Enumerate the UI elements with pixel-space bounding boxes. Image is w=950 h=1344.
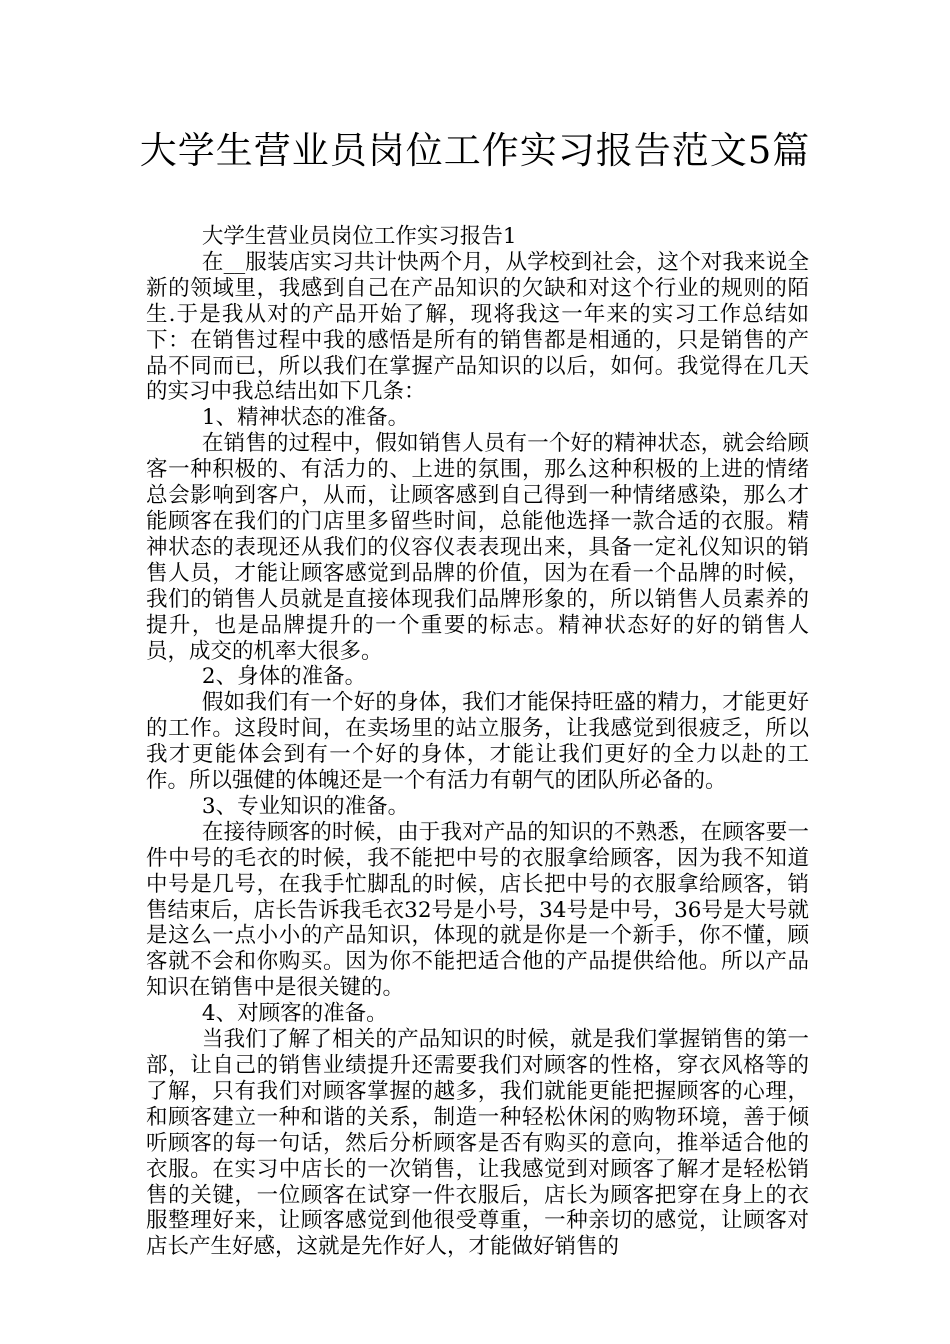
section-heading-3: 3、专业知识的准备。 bbox=[201, 793, 410, 819]
intro-paragraph: 在__服装店实习共计快两个月，从学校到社会，这个对我来说全新的领域里，我感到自己在产品知识的欠缺和对这个行业的规则的陌生.于是我从对的产品开始了解，现将我这一年来的实习工作总结如下：在销售过程中我的感悟是所有的销售都是相通的，只是销售的产品不同而已，所以我们在掌握产品知识的以后，如何。我觉得在几天的实习中我总结出如下几条： bbox=[146, 249, 809, 405]
section-body-1: 在销售的过程中，假如销售人员有一个好的精神状态，就会给顾客一种积极的、有活力的、上进的氛围，那么这种积极的上进的情绪总会影响到客户，从而，让顾客感到自己得到一种情绪感染，那么才能顾客在我们的门店里多留些时间，总能他选择一款合适的衣服。精神状态的表现还从我们的仪容仪表表现出来，具备一定礼仪知识的销售人员，才能让顾客感觉到品牌的价值，因为在看一个品牌的时候，我们的销售人员就是直接体现我们品牌形象的，所以销售人员素养的提升，也是品牌提升的一个重要的标志。精神状态好的好的销售人员，成交的机率大很多。 bbox=[146, 431, 809, 664]
section-body-4: 当我们了解了相关的产品知识的时候，就是我们掌握销售的第一部，让自己的销售业绩提升还需要我们对顾客的性格，穿衣风格等的了解，只有我们对顾客掌握的越多，我们就能更能把握顾客的心理，和顾客建立一种和谐的关系，制造一种轻松休闲的购物环境，善于倾听顾客的每一句话，然后分析顾客是否有购买的意向，推举适合他的衣服。在实习中店长的一次销售，让我感觉到对顾客了解才是轻松销售的关键，一位顾客在试穿一件衣服后，店长为顾客把穿在身上的衣服整理好来，让顾客感觉到他很受尊重，一种亲切的感觉，让顾客对店长产生好感，这就是先作好人，才能做好销售的 bbox=[146, 1027, 809, 1260]
document-body bbox=[146, 224, 809, 1260]
document-title: 大学生营业员岗位工作实习报告范文5篇 bbox=[139, 129, 811, 172]
section-heading-2: 2、身体的准备。 bbox=[201, 664, 367, 690]
report-heading: 大学生营业员岗位工作实习报告1 bbox=[201, 224, 517, 249]
section-body-2: 假如我们有一个好的身体，我们才能保持旺盛的精力，才能更好的工作。这段时间，在卖场里的站立服务，让我感觉到很疲乏，所以我才更能体会到有一个好的身体，才能让我们更好的全力以赴的工作。所以强健的体魄还是一个有活力有朝气的团队所必备的。 bbox=[146, 690, 809, 794]
section-body-3: 在接待顾客的时候，由于我对产品的知识的不熟悉，在顾客要一件中号的毛衣的时候，我不能把中号的衣服拿给顾客，因为我不知道中号是几号，在我手忙脚乱的时候，店长把中号的衣服拿给顾客，销售结束后，店长告诉我毛衣32号是小号，34号是中号，36号是大号就是这么一点小小的产品知识，体现的就是你是一个新手，你不懂，顾客就不会和你购买。因为你不能把适合他的产品提供给他。所以产品知识在销售中是很关键的。 bbox=[146, 819, 809, 1001]
section-heading-4: 4、对顾客的准备。 bbox=[201, 1001, 388, 1027]
section-heading-1: 1、精神状态的准备。 bbox=[201, 405, 410, 431]
